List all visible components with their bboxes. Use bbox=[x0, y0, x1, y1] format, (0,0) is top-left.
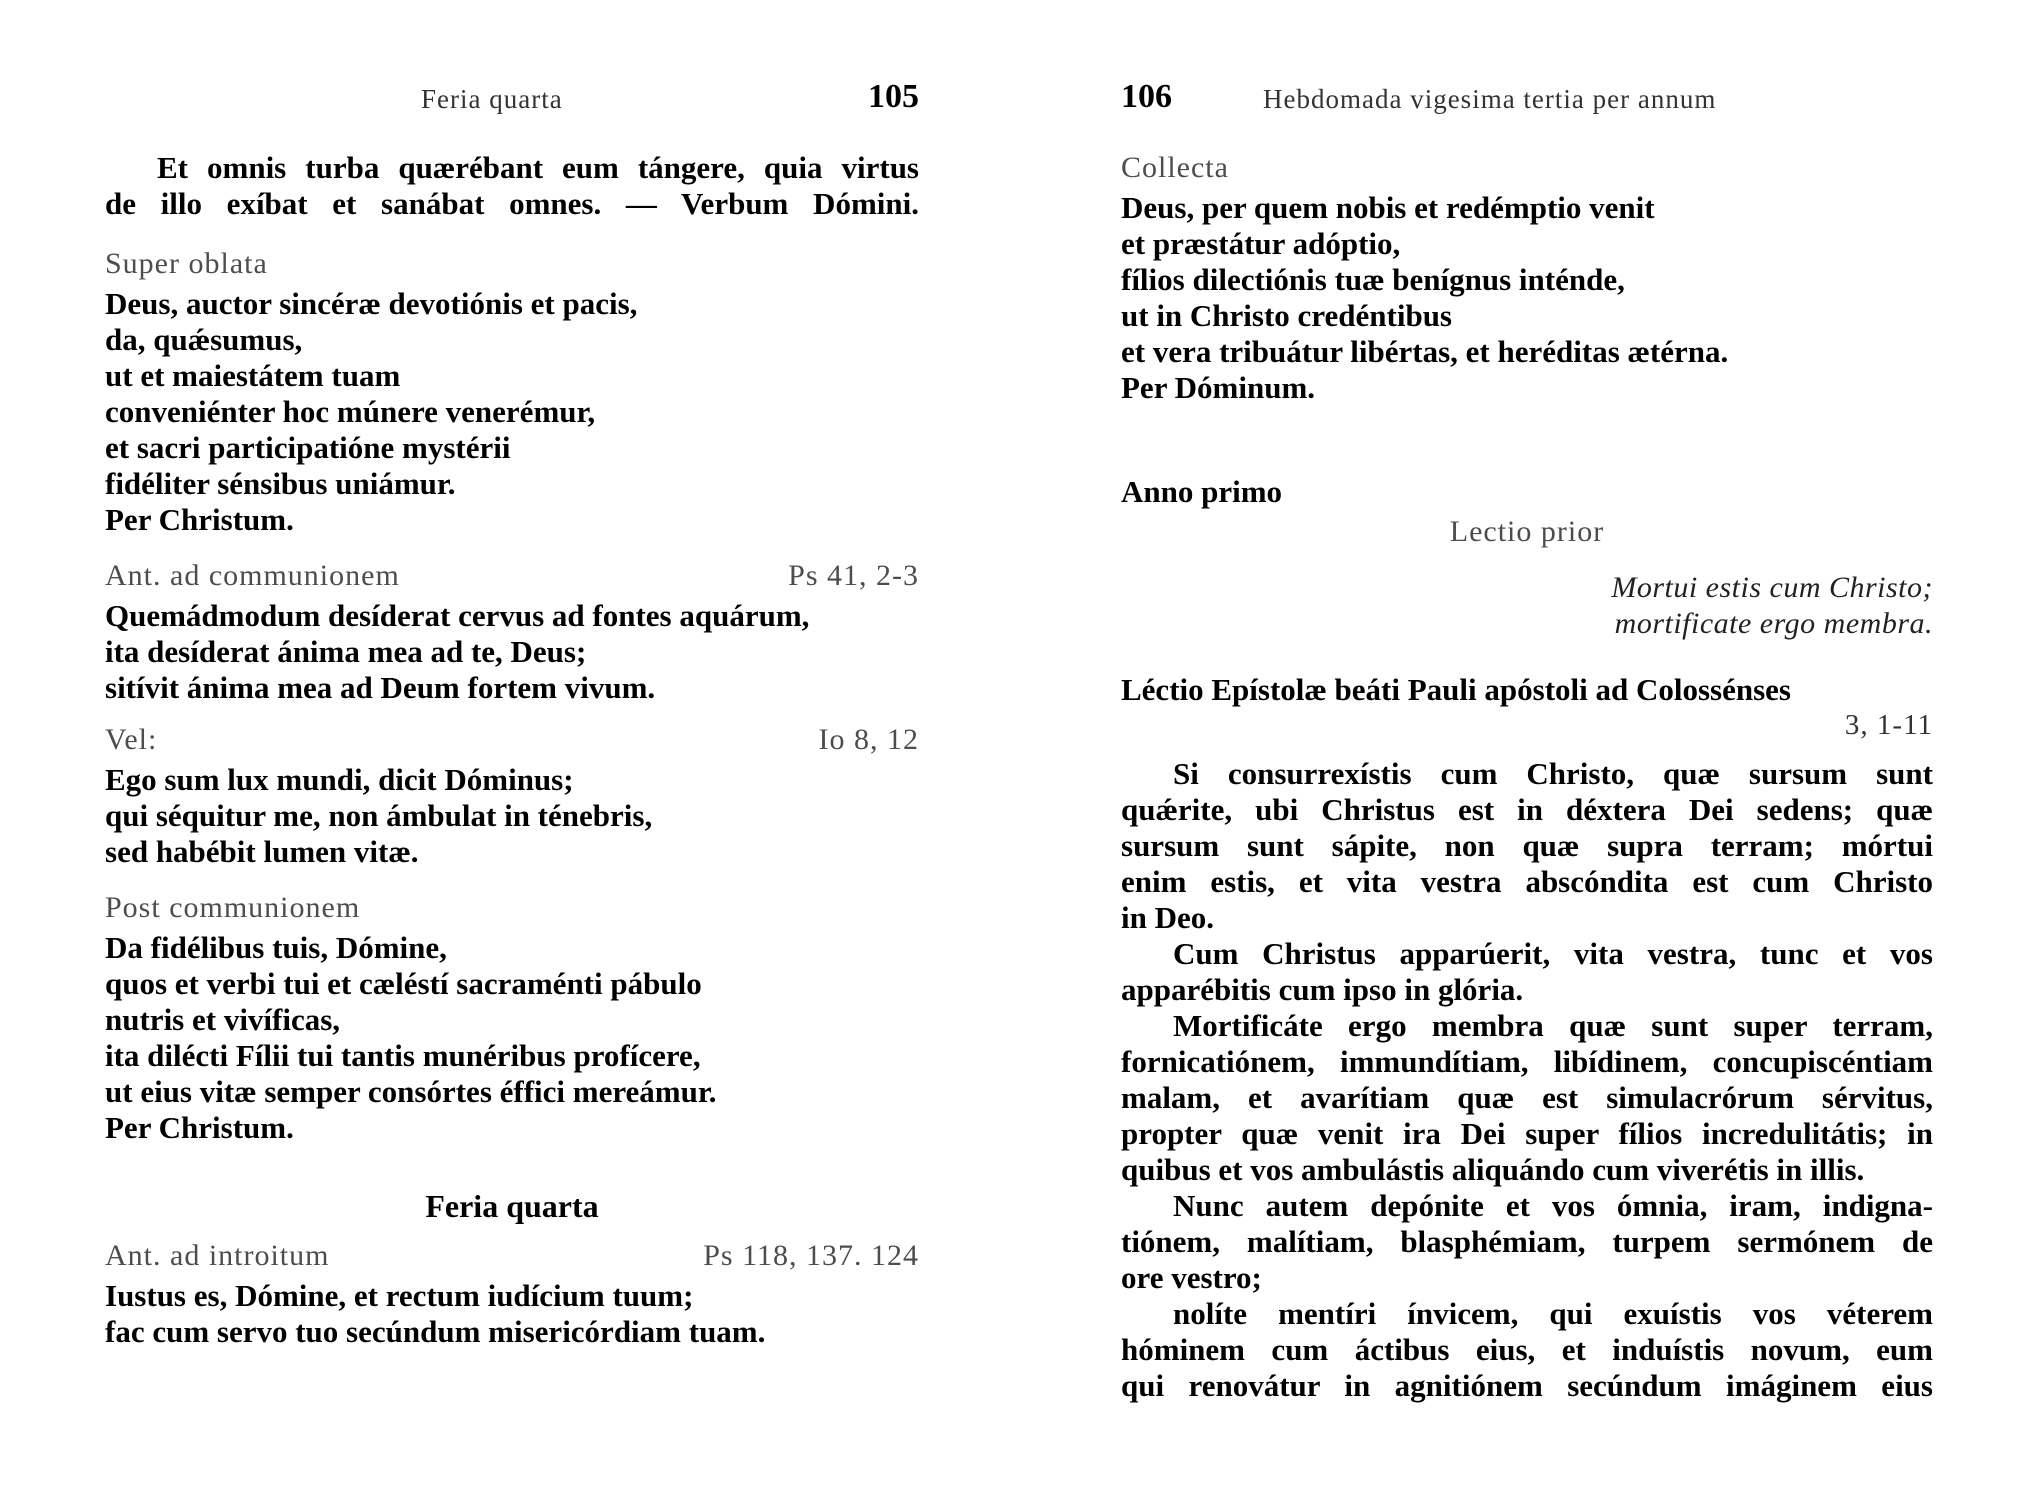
scripture-reference: Ps 118, 137. 124 bbox=[703, 1239, 919, 1272]
antiphon-line: sitívit ánima mea ad Deum fortem vivum. bbox=[105, 670, 656, 705]
rubric-label: Collecta bbox=[1121, 151, 1229, 184]
text-line: Et omnis turba quærébant eum tángere, quia virtus bbox=[157, 150, 919, 185]
prayer-line: Da fidélibus tuis, Dómine, bbox=[105, 930, 447, 965]
running-title: Feria quarta bbox=[421, 84, 563, 114]
scripture-reference: Ps 41, 2-3 bbox=[788, 559, 919, 592]
rubric-label: Ant. ad introitum bbox=[105, 1239, 330, 1272]
rubric-ant-introitum bbox=[105, 1236, 919, 1276]
reading-line: sursum sunt sápite, non quæ supra terram; mórtui bbox=[1121, 828, 1933, 863]
reading-line: apparébitis cum ipso in glória. bbox=[1121, 972, 1524, 1007]
lectio-reference: 3, 1-11 bbox=[1844, 709, 1933, 741]
prayer-line: nutris et vivíficas, bbox=[105, 1002, 341, 1037]
reading-line: quibus et vos ambulástis aliquándo cum viverétis in illis. bbox=[1121, 1152, 1865, 1187]
prayer-line: fílios dilectiónis tuæ benígnus inténde, bbox=[1121, 262, 1625, 297]
prayer-line: Deus, per quem nobis et redémptio venit bbox=[1121, 190, 1655, 225]
reading-line: Cum Christus apparúerit, vita vestra, tunc et vos bbox=[1173, 936, 1933, 971]
lectio-title: Léctio Epístolæ beáti Pauli apóstoli ad Colossénses bbox=[1121, 672, 1791, 707]
prayer-line: ut et maiestátem tuam bbox=[105, 358, 401, 393]
rubric-vel bbox=[105, 720, 919, 760]
prayer-line: et sacri participatióne mystérii bbox=[105, 430, 511, 465]
prayer-line: Per Christum. bbox=[105, 502, 294, 537]
lectio-label: Lectio prior bbox=[1449, 515, 1605, 548]
text-line: de illo exíbat et sanábat omnes. — Verbum Dómini. bbox=[105, 186, 919, 221]
rubric-label: Super oblata bbox=[105, 247, 268, 280]
running-title: Hebdomada vigesima tertia per annum bbox=[1263, 84, 1717, 114]
reading-line: in Deo. bbox=[1121, 900, 1214, 935]
page-number: 106 bbox=[1121, 78, 1172, 115]
rubric-label: Post communionem bbox=[105, 891, 361, 924]
antiphon-line: qui séquitur me, non ámbulat in ténebris, bbox=[105, 798, 653, 833]
antiphon-line: Quemádmodum desíderat cervus ad fontes aquárum, bbox=[105, 598, 810, 633]
prayer-line: fidéliter sénsibus uniámur. bbox=[105, 466, 456, 501]
reading-line: Si consurrexístis cum Christo, quæ sursum sunt bbox=[1173, 756, 1933, 791]
reading-line: malam, et avarítiam quæ est simulacrórum sérvitus, bbox=[1121, 1080, 1933, 1115]
reading-line: qui renovátur in agnitiónem secúndum imáginem eius bbox=[1121, 1368, 1933, 1403]
antiphon-line: ita desíderat ánima mea ad te, Deus; bbox=[105, 634, 587, 669]
antiphon-line: fac cum servo tuo secúndum misericórdiam tuam. bbox=[105, 1314, 766, 1349]
prayer-line: quos et verbi tui et cæléstí sacraménti pábulo bbox=[105, 966, 702, 1001]
section-heading: Feria quarta bbox=[425, 1188, 599, 1224]
rubric-label: Vel: bbox=[105, 723, 158, 756]
rubric-ant-communionem bbox=[105, 556, 919, 596]
reading-line: quǽrite, ubi Christus est in déxtera Dei sedens; quæ bbox=[1121, 792, 1933, 827]
antiphon-line: sed habébit lumen vitæ. bbox=[105, 834, 419, 869]
reading-summary-line: mortificate ergo membra. bbox=[1614, 607, 1933, 640]
right-page bbox=[1121, 0, 1933, 1500]
rubric-label: Ant. ad communionem bbox=[105, 559, 400, 592]
scripture-reference: Io 8, 12 bbox=[818, 723, 919, 756]
prayer-line: ut in Christo credéntibus bbox=[1121, 298, 1452, 333]
prayer-line: Per Dóminum. bbox=[1121, 370, 1316, 405]
prayer-line: da, quǽsumus, bbox=[105, 322, 303, 357]
prayer-line: et vera tribuátur libértas, et heréditas ætérna. bbox=[1121, 334, 1729, 369]
reading-line: enim estis, et vita vestra abscóndita est cum Christo bbox=[1121, 864, 1933, 899]
reading-line: Nunc autem depónite et vos ómnia, iram, indigna- bbox=[1173, 1188, 1933, 1223]
reading-body bbox=[1121, 756, 1933, 1404]
rubric-collecta bbox=[1121, 148, 1933, 188]
prayer-line: conveniénter hoc múnere venerémur, bbox=[105, 394, 596, 429]
antiphon-line: Iustus es, Dómine, et rectum iudícium tuum; bbox=[105, 1278, 694, 1313]
rubric-super-oblata bbox=[105, 244, 919, 284]
prayer-line: Deus, auctor sincéræ devotiónis et pacis, bbox=[105, 286, 638, 321]
reading-line: ore vestro; bbox=[1121, 1260, 1262, 1295]
rubric-post-communionem bbox=[105, 888, 919, 928]
reading-line: propter quæ venit ira Dei super fílios incredulitátis; in bbox=[1121, 1116, 1933, 1151]
running-header bbox=[1121, 78, 1933, 128]
left-page bbox=[105, 0, 919, 1500]
reading-line: nolíte mentíri ínvicem, qui exuístis vos véterem bbox=[1173, 1296, 1933, 1331]
reading-line: fornicatiónem, immundítiam, libídinem, concupiscéntiam bbox=[1121, 1044, 1933, 1079]
page-number: 105 bbox=[868, 78, 919, 115]
left-content bbox=[105, 150, 919, 1350]
reading-line: hóminem cum áctibus eius, et induístis novum, eum bbox=[1121, 1332, 1933, 1367]
prayer-line: ita dilécti Fílii tui tantis munéribus profícere, bbox=[105, 1038, 701, 1073]
antiphon-line: Ego sum lux mundi, dicit Dóminus; bbox=[105, 762, 574, 797]
anno-heading: Anno primo bbox=[1121, 474, 1283, 509]
prayer-line: ut eius vitæ semper consórtes éffici mereámur. bbox=[105, 1074, 717, 1109]
reading-summary-line: Mortui estis cum Christo; bbox=[1611, 571, 1933, 604]
reading-line: Mortificáte ergo membra quæ sunt super terram, bbox=[1173, 1008, 1933, 1043]
reading-line: tiónem, malítiam, blasphémiam, turpem sermónem de bbox=[1121, 1224, 1933, 1259]
running-header bbox=[105, 78, 919, 128]
prayer-line: Per Christum. bbox=[105, 1110, 294, 1145]
right-content bbox=[1121, 148, 1933, 1404]
prayer-line: et præstátur adóptio, bbox=[1121, 226, 1401, 261]
